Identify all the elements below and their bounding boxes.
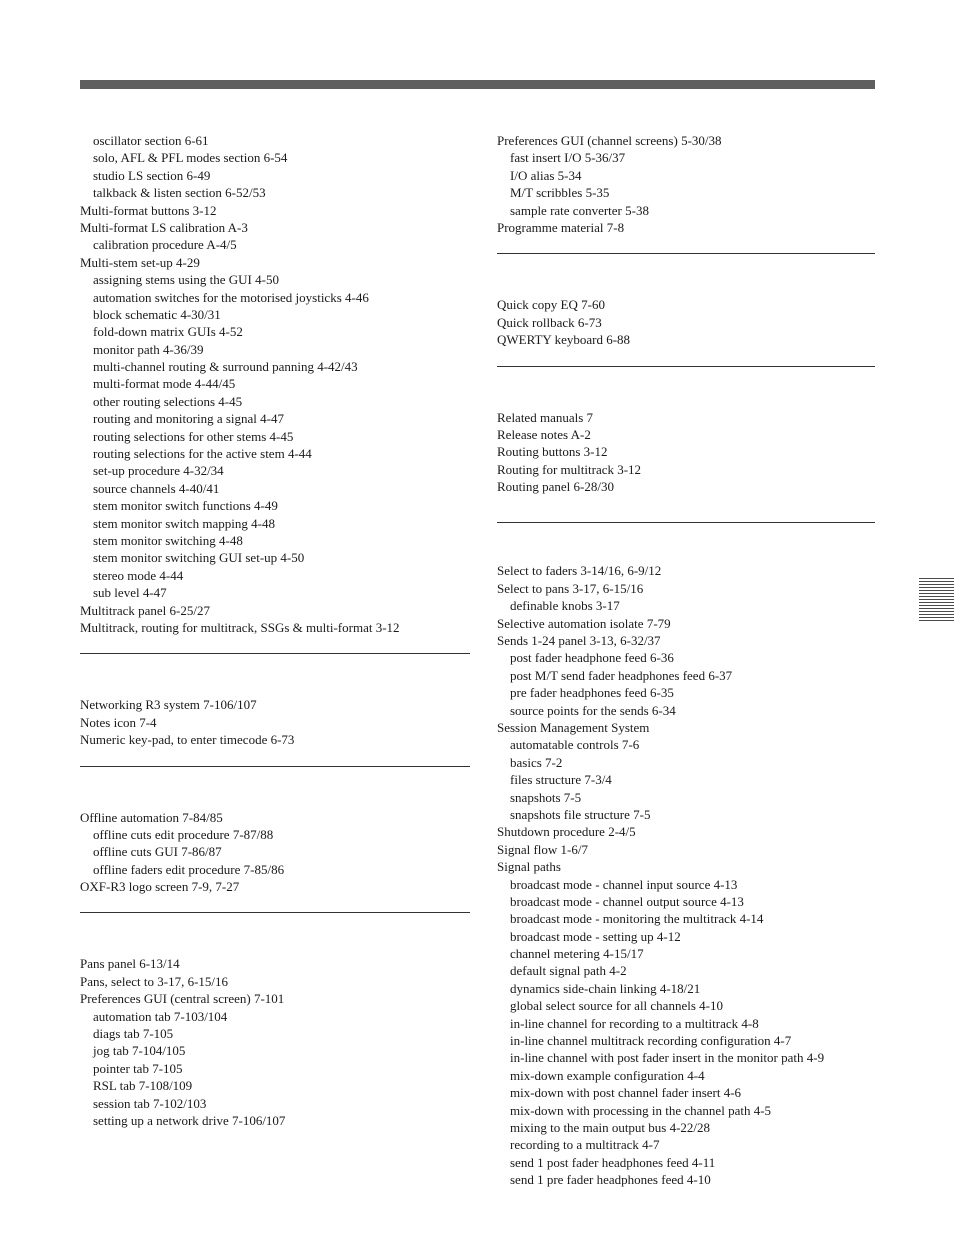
index-entry: Offline automation 7-84/85 — [80, 809, 223, 825]
index-subentry: global select source for all channels 4-10 — [510, 998, 723, 1014]
section-separator — [80, 895, 470, 955]
section-rule — [497, 253, 875, 254]
index-entry: Session Management System — [497, 719, 650, 735]
index-subentry: broadcast mode - monitoring the multitrack 4-14 — [510, 911, 764, 927]
index-subentry: routing selections for the active stem 4-44 — [93, 446, 312, 462]
index-subentry: snapshots 7-5 — [510, 789, 582, 805]
section-separator — [497, 236, 875, 296]
index-subentry: send 1 pre fader headphones feed 4-10 — [510, 1172, 711, 1188]
index-subentry: multi-channel routing & surround panning 4-42/43 — [93, 359, 358, 375]
index-subentry: fold-down matrix GUIs 4-52 — [93, 324, 243, 340]
index-entry: Multitrack panel 6-25/27 — [80, 602, 210, 618]
index-subentry: session tab 7-102/103 — [93, 1095, 207, 1111]
index-subentry: stem monitor switch mapping 4-48 — [93, 515, 275, 531]
index-entry: Multi-format buttons 3-12 — [80, 202, 217, 218]
index-subentry: offline cuts GUI 7-86/87 — [93, 844, 222, 860]
index-subentry: pre fader headphones feed 6-35 — [510, 685, 674, 701]
thumb-index-tab — [919, 578, 954, 622]
index-subentry: stem monitor switch functions 4-49 — [93, 498, 278, 514]
index-entry: Pans panel 6-13/14 — [80, 956, 180, 972]
index-subentry: I/O alias 5-34 — [510, 167, 582, 183]
index-subentry: files structure 7-3/4 — [510, 772, 612, 788]
index-subentry: offline faders edit procedure 7-85/86 — [93, 861, 285, 877]
index-subentry: multi-format mode 4-44/45 — [93, 376, 236, 392]
index-subentry: set-up procedure 4-32/34 — [93, 463, 224, 479]
header-rule — [80, 80, 875, 89]
index-entry: Numeric key-pad, to enter timecode 6-73 — [80, 732, 295, 748]
index-subentry: sample rate converter 5-38 — [510, 202, 649, 218]
index-subentry: fast insert I/O 5-36/37 — [510, 150, 626, 166]
index-entry: OXF-R3 logo screen 7-9, 7-27 — [80, 879, 240, 895]
section-rule — [497, 366, 875, 367]
index-subentry: post fader headphone feed 6-36 — [510, 650, 674, 666]
section-separator — [80, 636, 470, 696]
index-subentry: automation switches for the motorised joysticks 4-46 — [93, 289, 369, 305]
index-subentry: in-line channel multitrack recording configuration 4-7 — [510, 1033, 792, 1049]
index-subentry: broadcast mode - channel output source 4-13 — [510, 893, 744, 909]
index-entry: Sends 1-24 panel 3-13, 6-32/37 — [497, 633, 661, 649]
index-entry: Multi-format LS calibration A-3 — [80, 219, 248, 235]
index-subentry: recording to a multitrack 4-7 — [510, 1137, 660, 1153]
index-entry: Routing for multitrack 3-12 — [497, 461, 642, 477]
index-subentry: broadcast mode - setting up 4-12 — [510, 928, 681, 944]
index-subentry: source points for the sends 6-34 — [510, 702, 676, 718]
index-subentry: setting up a network drive 7-106/107 — [93, 1112, 286, 1128]
index-subentry: mix-down with processing in the channel path 4-5 — [510, 1102, 772, 1118]
index-subentry: sub level 4-47 — [93, 585, 167, 601]
index-entry: Selective automation isolate 7-79 — [497, 615, 671, 631]
index-subentry: stem monitor switching GUI set-up 4-50 — [93, 550, 305, 566]
index-entry: Quick rollback 6-73 — [497, 314, 602, 330]
index-entry: Quick copy EQ 7-60 — [497, 297, 605, 313]
index-subentry: other routing selections 4-45 — [93, 393, 243, 409]
index-subentry: talkback & listen section 6-52/53 — [93, 185, 266, 201]
index-entry: Routing panel 6-28/30 — [497, 479, 614, 495]
index-subentry: in-line channel with post fader insert in the monitor path 4-9 — [510, 1050, 825, 1066]
section-rule — [80, 766, 470, 767]
index-subentry: RSL tab 7-108/109 — [93, 1078, 193, 1094]
index-subentry: assigning stems using the GUI 4-50 — [93, 272, 279, 288]
section-separator — [497, 349, 875, 409]
section-rule — [80, 653, 470, 654]
index-entry: Shutdown procedure 2-4/5 — [497, 824, 636, 840]
index-subentry: post M/T send fader headphones feed 6-37 — [510, 667, 733, 683]
index-subentry: snapshots file structure 7-5 — [510, 806, 651, 822]
index-subentry: oscillator section 6-61 — [93, 133, 209, 148]
index-subentry: automatable controls 7-6 — [510, 737, 640, 753]
section-rule — [497, 522, 875, 523]
index-subentry: mix-down with post channel fader insert 4-6 — [510, 1085, 742, 1101]
index-column-left — [80, 132, 470, 1129]
index-subentry: M/T scribbles 5-35 — [510, 185, 610, 201]
index-entry: Select to faders 3-14/16, 6-9/12 — [497, 563, 662, 579]
index-subentry: basics 7-2 — [510, 754, 563, 770]
index-entry: Select to pans 3-17, 6-15/16 — [497, 580, 644, 596]
index-subentry: diags tab 7-105 — [93, 1026, 174, 1042]
index-subentry: broadcast mode - channel input source 4-13 — [510, 876, 738, 892]
index-column-right — [497, 132, 875, 1189]
section-rule — [80, 912, 470, 913]
index-subentry: dynamics side-chain linking 4-18/21 — [510, 980, 701, 996]
index-subentry: send 1 post fader headphones feed 4-11 — [510, 1154, 716, 1170]
index-subentry: studio LS section 6-49 — [93, 167, 211, 183]
index-subentry: calibration procedure A-4/5 — [93, 237, 237, 253]
index-entry: Signal paths — [497, 859, 561, 875]
index-subentry: pointer tab 7-105 — [93, 1060, 183, 1076]
index-subentry: jog tab 7-104/105 — [93, 1043, 186, 1059]
index-entry: Pans, select to 3-17, 6-15/16 — [80, 973, 229, 989]
index-subentry: stereo mode 4-44 — [93, 567, 184, 583]
index-subentry: routing and monitoring a signal 4-47 — [93, 411, 285, 427]
index-entry: Networking R3 system 7-106/107 — [80, 697, 257, 713]
index-entry: Preferences GUI (central screen) 7-101 — [80, 991, 285, 1007]
index-subentry: in-line channel for recording to a multitrack 4-8 — [510, 1015, 759, 1031]
index-entry: Release notes A-2 — [497, 426, 591, 442]
index-entry: Programme material 7-8 — [497, 219, 625, 235]
index-subentry: block schematic 4-30/31 — [93, 306, 221, 322]
index-entry: Related manuals 7 — [497, 409, 594, 425]
index-subentry: definable knobs 3-17 — [510, 598, 620, 614]
index-entry: Preferences GUI (channel screens) 5-30/38 — [497, 133, 722, 148]
index-subentry: routing selections for other stems 4-45 — [93, 428, 294, 444]
index-subentry: source channels 4-40/41 — [93, 480, 220, 496]
index-subentry: channel metering 4-15/17 — [510, 946, 644, 962]
index-entry: Multi-stem set-up 4-29 — [80, 254, 200, 270]
index-subentry: mix-down example configuration 4-4 — [510, 1067, 705, 1083]
index-subentry: monitor path 4-36/39 — [93, 341, 204, 357]
index-subentry: stem monitor switching 4-48 — [93, 532, 243, 548]
index-subentry: offline cuts edit procedure 7-87/88 — [93, 826, 274, 842]
index-entry: Routing buttons 3-12 — [497, 444, 608, 460]
index-entry: Notes icon 7-4 — [80, 714, 157, 730]
section-separator — [80, 749, 470, 809]
index-subentry: solo, AFL & PFL modes section 6-54 — [93, 150, 288, 166]
index-entry: Signal flow 1-6/7 — [497, 841, 588, 857]
index-entry: Multitrack, routing for multitrack, SSGs & multi-format 3-12 — [80, 619, 400, 635]
index-subentry: mixing to the main output bus 4-22/28 — [510, 1119, 711, 1135]
section-separator — [497, 495, 875, 562]
index-subentry: automation tab 7-103/104 — [93, 1008, 228, 1024]
index-subentry: default signal path 4-2 — [510, 963, 627, 979]
index-entry: QWERTY keyboard 6-88 — [497, 332, 631, 348]
